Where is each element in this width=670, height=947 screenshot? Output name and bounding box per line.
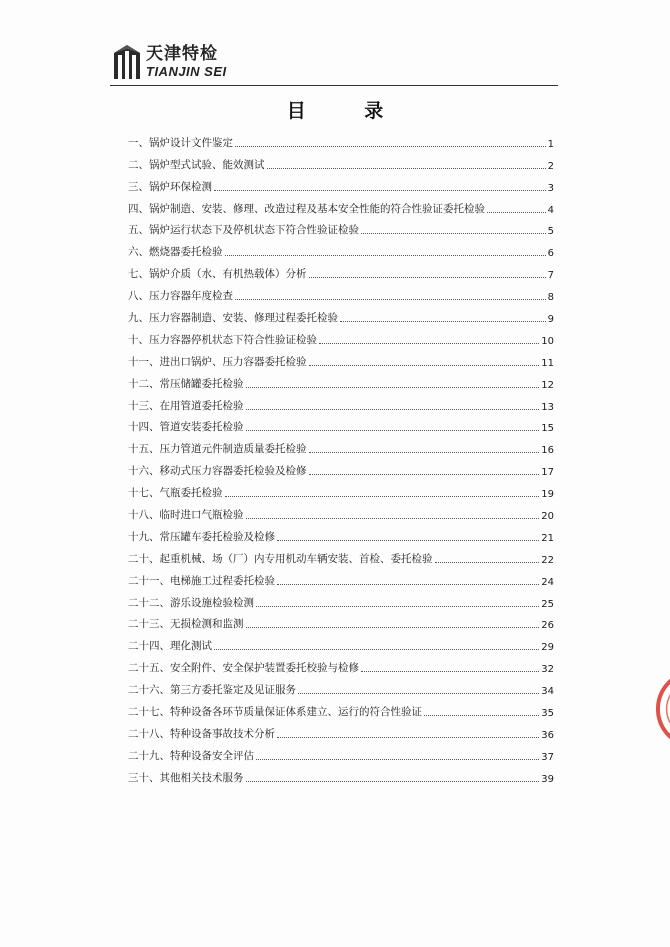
toc-entry-label: 五、锅炉运行状态下及停机状态下符合性验证检验 bbox=[128, 224, 359, 237]
toc-dot-leader bbox=[246, 409, 540, 410]
toc-entry bbox=[128, 588, 554, 610]
table-of-contents bbox=[128, 128, 554, 785]
toc-entry-page-number: 39 bbox=[541, 773, 554, 785]
toc-entry-page-number: 25 bbox=[541, 598, 554, 610]
toc-dot-leader bbox=[246, 430, 540, 431]
toc-entry bbox=[128, 631, 554, 653]
toc-entry-label: 十八、临时进口气瓶检验 bbox=[128, 509, 244, 522]
toc-entry-label: 三十、其他相关技术服务 bbox=[128, 771, 244, 784]
toc-entry-page-number: 21 bbox=[541, 532, 554, 544]
toc-entry-label: 二、锅炉型式试验、能效测试 bbox=[128, 158, 265, 171]
toc-entry-label: 十、压力容器停机状态下符合性验证检验 bbox=[128, 333, 317, 346]
toc-entry-page-number: 5 bbox=[547, 226, 554, 238]
toc-entry bbox=[128, 194, 554, 216]
toc-entry-page-number: 15 bbox=[541, 423, 554, 435]
toc-entry-label: 二十、起重机械、场（厂）内专用机动车辆安装、首检、委托检验 bbox=[128, 552, 433, 565]
toc-entry bbox=[128, 347, 554, 369]
toc-dot-leader bbox=[340, 321, 546, 322]
toc-entry bbox=[128, 281, 554, 303]
toc-entry bbox=[128, 216, 554, 238]
toc-entry-page-number: 24 bbox=[541, 576, 554, 588]
toc-entry-label: 三、锅炉环保检测 bbox=[128, 180, 212, 193]
toc-entry-label: 九、压力容器制造、安装、修理过程委托检验 bbox=[128, 312, 338, 325]
toc-dot-leader bbox=[256, 606, 539, 607]
toc-entry-page-number: 10 bbox=[541, 335, 554, 347]
toc-entry-page-number: 32 bbox=[541, 664, 554, 676]
toc-entry-label: 十一、进出口锅炉、压力容器委托检验 bbox=[128, 355, 307, 368]
toc-entry-label: 十四、管道安装委托检验 bbox=[128, 421, 244, 434]
toc-entry-label: 十三、在用管道委托检验 bbox=[128, 399, 244, 412]
toc-entry bbox=[128, 303, 554, 325]
toc-entry bbox=[128, 610, 554, 632]
toc-entry-page-number: 7 bbox=[547, 270, 554, 282]
toc-entry-label: 四、锅炉制造、安装、修理、改造过程及基本安全性能的符合性验证委托检验 bbox=[128, 202, 485, 215]
toc-entry bbox=[128, 478, 554, 500]
toc-entry-page-number: 34 bbox=[541, 686, 554, 698]
toc-dot-leader bbox=[246, 627, 540, 628]
toc-entry bbox=[128, 500, 554, 522]
toc-entry-page-number: 6 bbox=[547, 248, 554, 260]
toc-entry-page-number: 16 bbox=[541, 445, 554, 457]
toc-entry-page-number: 12 bbox=[541, 379, 554, 391]
header-divider bbox=[110, 85, 558, 86]
toc-entry-page-number: 11 bbox=[541, 357, 554, 369]
toc-entry-label: 七、锅炉介质（水、有机热载体）分析 bbox=[128, 268, 307, 281]
toc-entry-page-number: 3 bbox=[547, 182, 554, 194]
toc-entry bbox=[128, 544, 554, 566]
toc-entry bbox=[128, 697, 554, 719]
toc-entry-label: 二十六、第三方委托鉴定及见证服务 bbox=[128, 684, 296, 697]
toc-entry-page-number: 19 bbox=[541, 489, 554, 501]
toc-dot-leader bbox=[214, 190, 546, 191]
toc-dot-leader bbox=[361, 671, 539, 672]
toc-entry bbox=[128, 128, 554, 150]
toc-entry-label: 一、锅炉设计文件鉴定 bbox=[128, 136, 233, 149]
toc-entry-label: 二十五、安全附件、安全保护装置委托校验与检修 bbox=[128, 662, 359, 675]
toc-entry bbox=[128, 391, 554, 413]
toc-entry-label: 二十四、理化测试 bbox=[128, 640, 212, 653]
toc-entry-label: 二十七、特种设备各环节质量保证体系建立、运行的符合性验证 bbox=[128, 706, 422, 719]
toc-dot-leader bbox=[225, 255, 546, 256]
toc-entry bbox=[128, 675, 554, 697]
building-icon bbox=[112, 43, 142, 81]
toc-entry-label: 六、燃烧器委托检验 bbox=[128, 246, 223, 259]
toc-dot-leader bbox=[435, 562, 540, 563]
toc-entry-page-number: 37 bbox=[541, 751, 554, 763]
toc-entry-label: 十六、移动式压力容器委托检验及检修 bbox=[128, 465, 307, 478]
toc-entry-page-number: 22 bbox=[541, 554, 554, 566]
toc-dot-leader bbox=[361, 233, 546, 234]
toc-entry-label: 二十八、特种设备事故技术分析 bbox=[128, 727, 275, 740]
toc-entry bbox=[128, 434, 554, 456]
toc-dot-leader bbox=[277, 584, 539, 585]
logo-english: TIANJIN SEI bbox=[146, 64, 227, 79]
toc-entry bbox=[128, 522, 554, 544]
toc-entry-label: 十五、压力管道元件制造质量委托检验 bbox=[128, 443, 307, 456]
toc-entry-page-number: 1 bbox=[547, 138, 554, 150]
toc-entry bbox=[128, 763, 554, 785]
toc-entry-label: 二十九、特种设备安全评估 bbox=[128, 749, 254, 762]
toc-entry bbox=[128, 259, 554, 281]
toc-dot-leader bbox=[225, 496, 540, 497]
toc-entry-page-number: 20 bbox=[541, 511, 554, 523]
toc-entry-label: 十七、气瓶委托检验 bbox=[128, 487, 223, 500]
toc-entry-label: 二十三、无损检测和监测 bbox=[128, 618, 244, 631]
toc-entry-page-number: 4 bbox=[547, 204, 554, 216]
toc-entry bbox=[128, 413, 554, 435]
toc-entry-page-number: 36 bbox=[541, 729, 554, 741]
toc-dot-leader bbox=[256, 759, 539, 760]
toc-entry-page-number: 29 bbox=[541, 642, 554, 654]
toc-dot-leader bbox=[309, 277, 546, 278]
toc-entry-page-number: 26 bbox=[541, 620, 554, 632]
toc-entry bbox=[128, 719, 554, 741]
toc-entry-page-number: 17 bbox=[541, 467, 554, 479]
toc-entry bbox=[128, 653, 554, 675]
seal-stamp-edge bbox=[654, 672, 670, 746]
toc-dot-leader bbox=[246, 518, 540, 519]
toc-entry bbox=[128, 741, 554, 763]
toc-entry bbox=[128, 325, 554, 347]
toc-dot-leader bbox=[246, 781, 540, 782]
toc-dot-leader bbox=[309, 452, 540, 453]
toc-entry-page-number: 9 bbox=[547, 314, 554, 326]
toc-entry-label: 二十二、游乐设施检验检测 bbox=[128, 596, 254, 609]
toc-dot-leader bbox=[214, 649, 539, 650]
toc-entry bbox=[128, 150, 554, 172]
toc-entry-label: 十二、常压储罐委托检验 bbox=[128, 377, 244, 390]
toc-entry bbox=[128, 172, 554, 194]
toc-dot-leader bbox=[298, 693, 539, 694]
toc-entry-label: 二十一、电梯施工过程委托检验 bbox=[128, 574, 275, 587]
toc-dot-leader bbox=[487, 212, 546, 213]
toc-dot-leader bbox=[235, 146, 546, 147]
toc-entry bbox=[128, 566, 554, 588]
toc-dot-leader bbox=[267, 168, 546, 169]
toc-dot-leader bbox=[246, 387, 540, 388]
toc-entry-label: 十九、常压罐车委托检验及检修 bbox=[128, 530, 275, 543]
toc-entry bbox=[128, 369, 554, 391]
logo-text bbox=[146, 44, 227, 80]
toc-entry-page-number: 2 bbox=[547, 160, 554, 172]
page-title: 目 录 bbox=[286, 100, 410, 122]
toc-entry-page-number: 13 bbox=[541, 401, 554, 413]
toc-dot-leader bbox=[309, 474, 540, 475]
logo-chinese: 天津特检 bbox=[146, 44, 218, 64]
toc-dot-leader bbox=[319, 343, 539, 344]
toc-entry bbox=[128, 237, 554, 259]
toc-entry-page-number: 8 bbox=[547, 292, 554, 304]
toc-dot-leader bbox=[277, 737, 539, 738]
page-header bbox=[112, 40, 227, 84]
toc-entry-label: 八、压力容器年度检查 bbox=[128, 290, 233, 303]
toc-dot-leader bbox=[309, 365, 540, 366]
toc-entry-page-number: 35 bbox=[541, 708, 554, 720]
toc-dot-leader bbox=[277, 540, 539, 541]
toc-dot-leader bbox=[235, 299, 546, 300]
toc-dot-leader bbox=[424, 715, 539, 716]
toc-entry bbox=[128, 456, 554, 478]
